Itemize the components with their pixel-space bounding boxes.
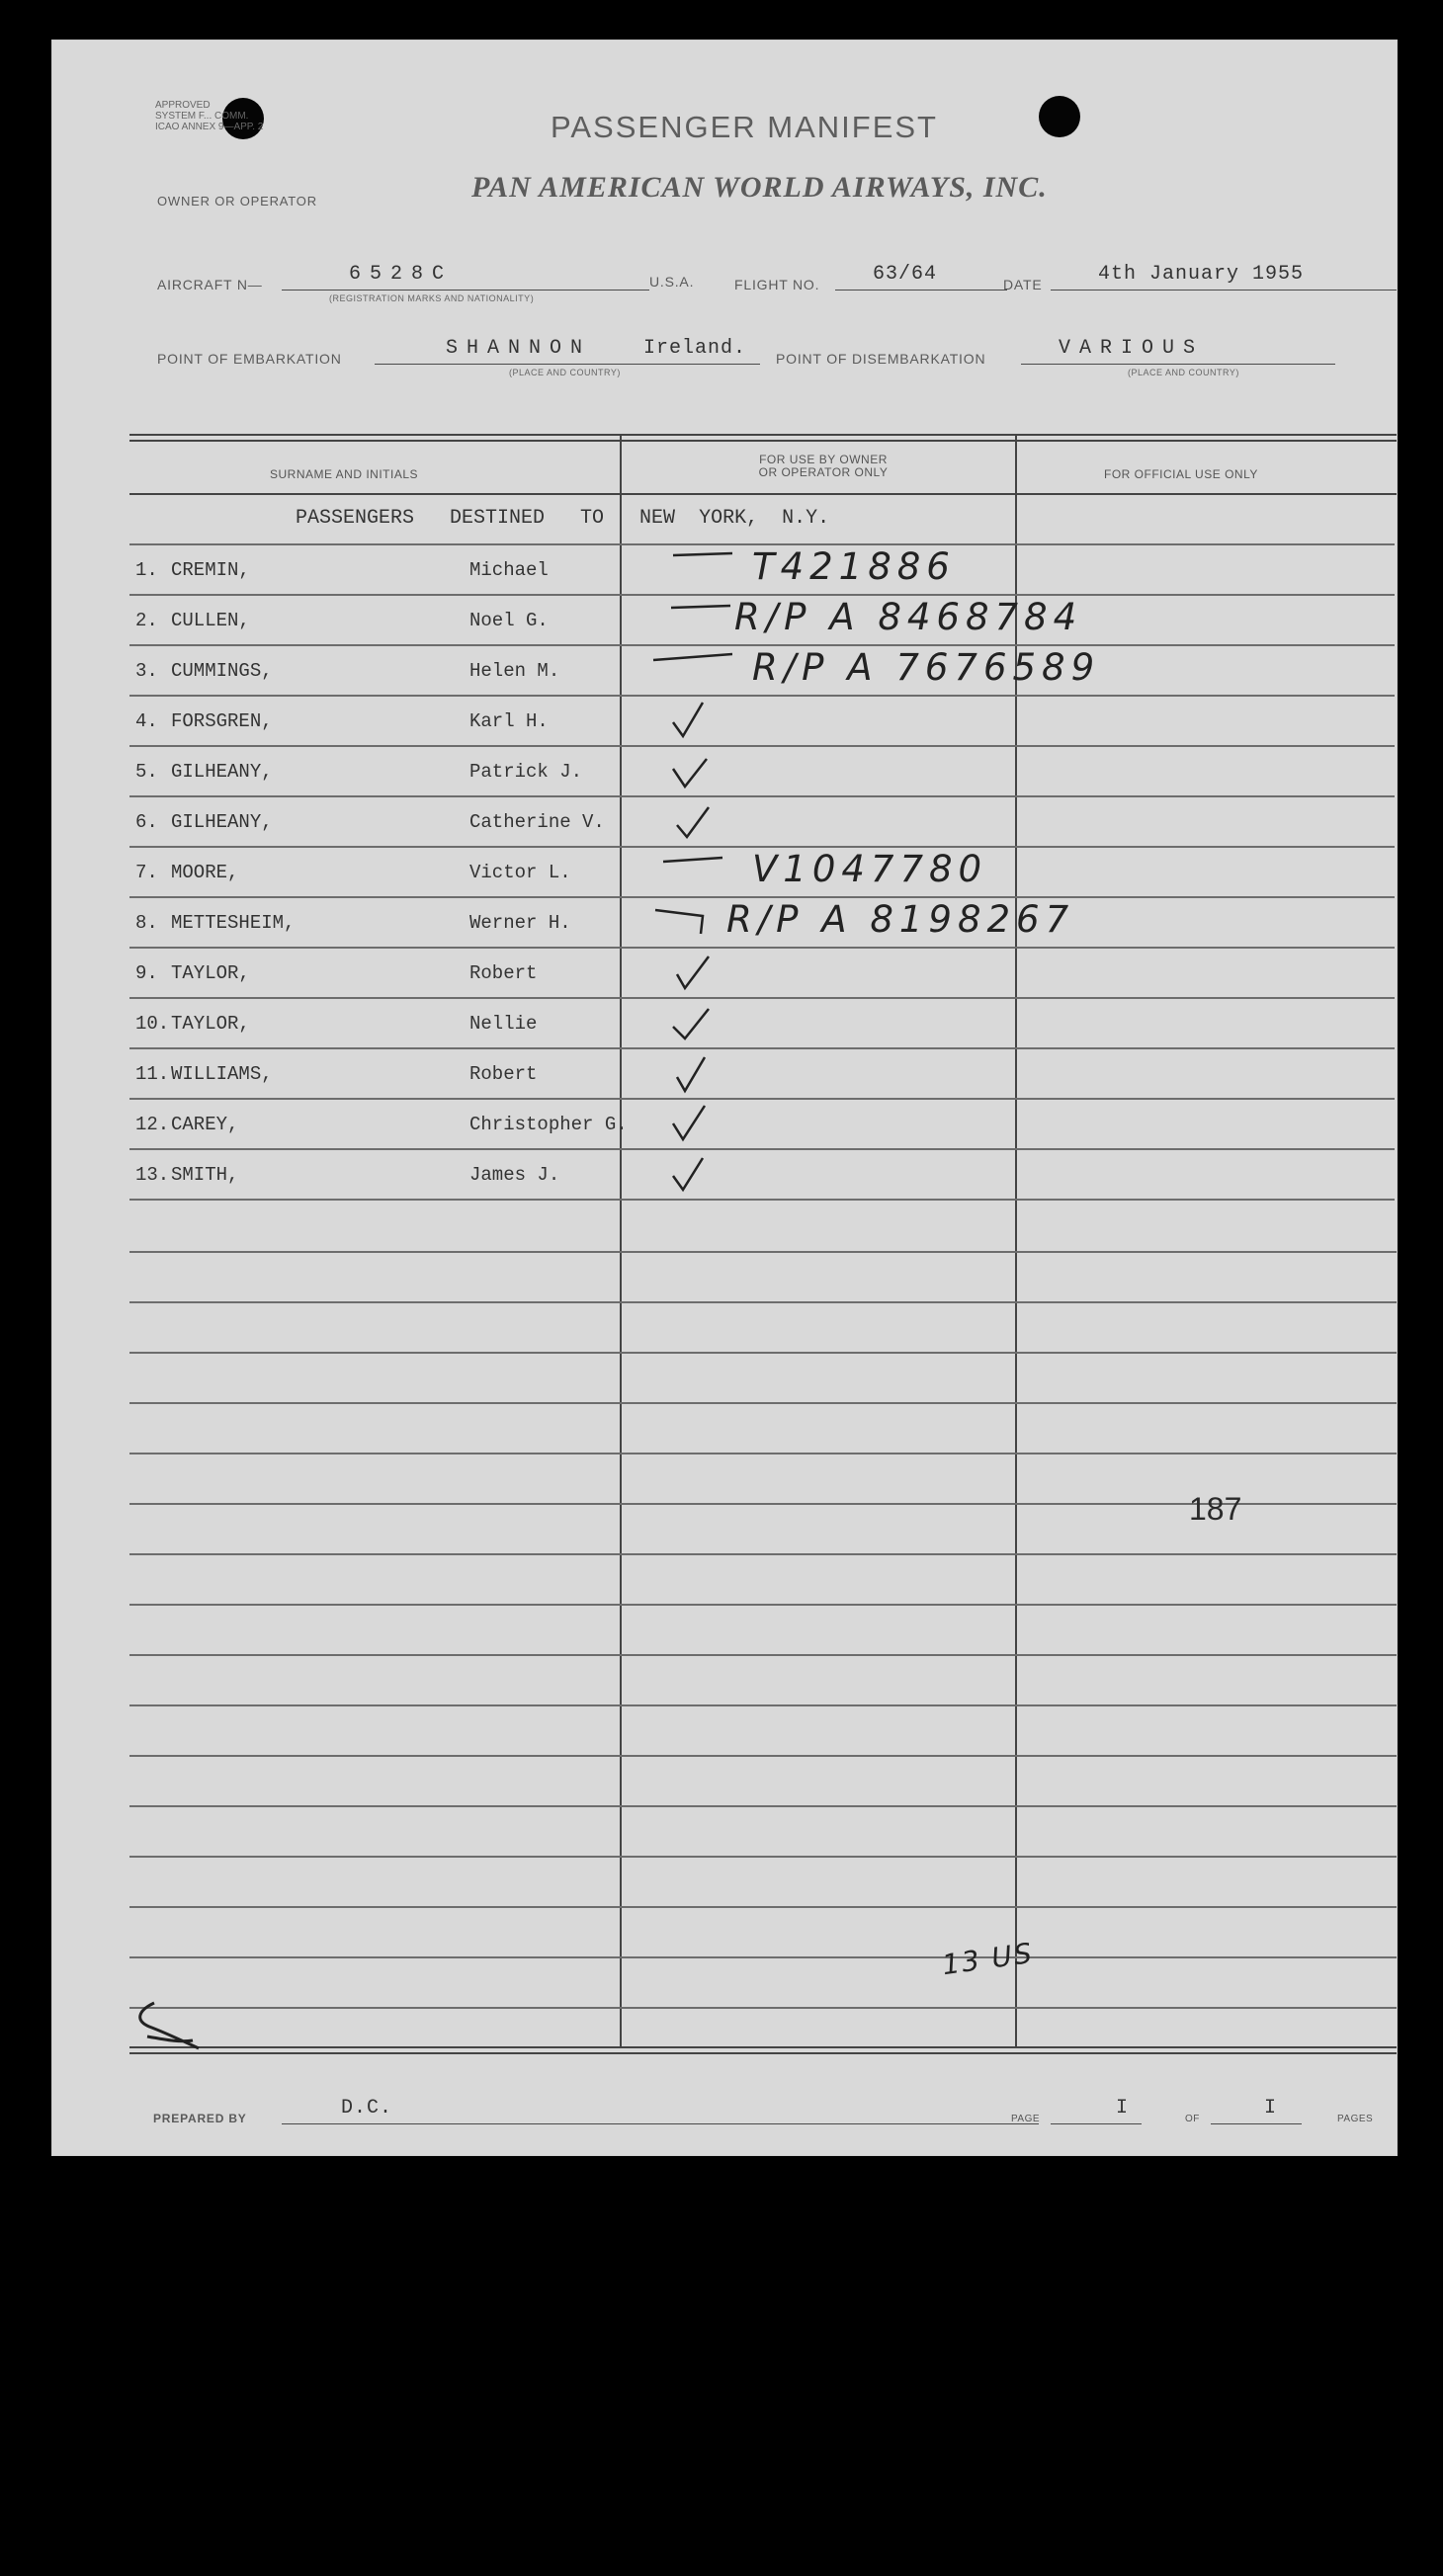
table-row <box>129 848 1395 898</box>
passenger-surname: GILHEANY, <box>171 811 273 833</box>
row-number: 5. <box>135 761 158 783</box>
row-number: 8. <box>135 912 158 934</box>
row-number: 7. <box>135 862 158 883</box>
operator-name: PAN AMERICAN WORLD AIRWAYS, INC. <box>471 171 1048 204</box>
row-number: 13. <box>135 1164 170 1186</box>
table-row <box>129 898 1395 949</box>
column-header-names: SURNAME AND INITIALS <box>270 467 419 481</box>
table-row <box>129 545 1395 596</box>
blank-row-rule <box>129 1352 1397 1354</box>
passenger-surname: CREMIN, <box>171 559 250 581</box>
passenger-given-name: Christopher G. <box>469 1114 628 1135</box>
passenger-surname: WILLIAMS, <box>171 1063 273 1085</box>
passenger-surname: MOORE, <box>171 862 239 883</box>
passenger-given-name: Victor L. <box>469 862 571 883</box>
disembarkation-label: POINT OF DISEMBARKATION <box>776 351 986 367</box>
embarkation-place: SHANNON <box>446 337 592 360</box>
page-title: PASSENGER MANIFEST <box>551 110 938 144</box>
embarkation-rule <box>375 364 760 365</box>
table-row <box>129 999 1395 1049</box>
table-row <box>129 747 1395 797</box>
table-bottom-rule <box>129 2046 1397 2048</box>
registration-caption: (REGISTRATION MARKS AND NATIONALITY) <box>329 293 535 303</box>
date-label: DATE <box>1003 277 1043 292</box>
table-row <box>129 697 1395 747</box>
total-pages: I <box>1264 2097 1278 2119</box>
passenger-surname: GILHEANY, <box>171 761 273 783</box>
approval-line-1: APPROVED <box>155 100 211 111</box>
approval-stamp <box>155 100 263 132</box>
table-top-rule <box>129 434 1397 436</box>
row-number: 4. <box>135 710 158 732</box>
table-row <box>129 949 1395 999</box>
disembarkation-caption: (PLACE AND COUNTRY) <box>1128 368 1239 377</box>
passenger-surname: CULLEN, <box>171 610 250 631</box>
row-number: 1. <box>135 559 158 581</box>
table-row <box>129 1150 1395 1201</box>
blank-row-rule <box>129 1553 1397 1555</box>
prepared-by-rule <box>282 2123 1039 2124</box>
blank-row-rule <box>129 2007 1397 2009</box>
table-row <box>129 1049 1395 1100</box>
aircraft-registration: 6528C <box>349 263 454 286</box>
passport-number: R/P A 7676589 <box>752 646 1101 689</box>
check-mark <box>643 797 732 848</box>
manifest-sheet <box>51 40 1398 2156</box>
destination-row <box>129 495 1395 545</box>
table-row <box>129 596 1395 646</box>
table-row <box>129 797 1395 848</box>
row-number: 10. <box>135 1013 170 1035</box>
approval-line-2: SYSTEM F... COMM. <box>155 111 249 122</box>
passenger-given-name: Werner H. <box>469 912 571 934</box>
row-number: 11. <box>135 1063 170 1085</box>
blank-row-rule <box>129 1604 1397 1606</box>
pages-rule <box>1211 2123 1302 2124</box>
check-mark <box>643 1049 732 1100</box>
embarkation-caption: (PLACE AND COUNTRY) <box>509 368 621 377</box>
passenger-surname: FORSGREN, <box>171 710 273 732</box>
passenger-given-name: Noel G. <box>469 610 549 631</box>
official-number: 187 <box>1189 1491 1242 1527</box>
passenger-surname: TAYLOR, <box>171 962 250 984</box>
passenger-given-name: Robert <box>469 962 538 984</box>
flight-label: FLIGHT NO. <box>734 277 820 292</box>
check-mark <box>643 1100 732 1150</box>
destination-note: PASSENGERS DESTINED TO NEW YORK, N.Y. <box>296 507 830 530</box>
blank-row-rule <box>129 1956 1397 1958</box>
flight-rule <box>835 290 1007 291</box>
check-mark <box>643 697 732 747</box>
table-top-rule-2 <box>129 440 1397 442</box>
blank-row-rule <box>129 1755 1397 1757</box>
passport-number: V1047780 <box>752 848 988 890</box>
page-rule <box>1051 2123 1142 2124</box>
passenger-surname: CUMMINGS, <box>171 660 273 682</box>
page-label: PAGE <box>1011 2114 1041 2124</box>
row-number: 6. <box>135 811 158 833</box>
passenger-given-name: Patrick J. <box>469 761 583 783</box>
blank-row-rule <box>129 1453 1397 1454</box>
passenger-given-name: Karl H. <box>469 710 549 732</box>
pages-label: PAGES <box>1337 2114 1374 2124</box>
table-bottom-rule-2 <box>129 2052 1397 2054</box>
check-mark <box>643 898 732 949</box>
blank-row-rule <box>129 1654 1397 1656</box>
of-label: OF <box>1185 2114 1200 2124</box>
check-mark <box>643 1150 732 1201</box>
bottom-note: 13 US <box>940 1936 1036 1982</box>
row-number: 2. <box>135 610 158 631</box>
passenger-surname: METTESHEIM, <box>171 912 296 934</box>
passenger-surname: SMITH, <box>171 1164 239 1186</box>
row-number: 3. <box>135 660 158 682</box>
passenger-given-name: Robert <box>469 1063 538 1085</box>
passenger-surname: CAREY, <box>171 1114 239 1135</box>
punch-hole-right <box>1039 96 1080 137</box>
check-mark <box>643 596 732 646</box>
check-mark <box>643 949 732 999</box>
passport-number: R/P A 8468784 <box>734 596 1083 638</box>
check-mark <box>643 999 732 1049</box>
disembarkation-place: VARIOUS <box>1059 337 1205 360</box>
aircraft-label: AIRCRAFT N— <box>157 277 263 292</box>
handwritten-initials-mark <box>129 1997 209 2056</box>
table-row <box>129 1100 1395 1150</box>
flight-number: 63/64 <box>873 263 938 286</box>
blank-row-rule <box>129 1856 1397 1858</box>
passport-number: R/P A 8198267 <box>726 898 1075 941</box>
blank-row-rule <box>129 1805 1397 1807</box>
blank-row-rule <box>129 1906 1397 1908</box>
owner-label: OWNER OR OPERATOR <box>157 194 317 208</box>
aircraft-rule <box>282 290 649 291</box>
passenger-given-name: James J. <box>469 1164 560 1186</box>
flight-date: 4th January 1955 <box>1098 263 1305 286</box>
column-header-operator: FOR USE BY OWNER OR OPERATOR ONLY <box>758 453 889 479</box>
approval-line-3: ICAO ANNEX 9—APP. 2 <box>155 122 264 132</box>
blank-row-rule <box>129 1251 1397 1253</box>
check-mark <box>643 747 732 797</box>
row-number: 9. <box>135 962 158 984</box>
embarkation-label: POINT OF EMBARKATION <box>157 351 342 367</box>
check-mark <box>643 646 732 697</box>
row-number: 12. <box>135 1114 170 1135</box>
passenger-given-name: Nellie <box>469 1013 538 1035</box>
table-row <box>129 646 1395 697</box>
page-number: I <box>1116 2097 1130 2119</box>
passenger-given-name: Helen M. <box>469 660 560 682</box>
blank-row-rule <box>129 1704 1397 1706</box>
date-rule <box>1051 290 1397 291</box>
column-header-official: FOR OFFICIAL USE ONLY <box>1104 467 1258 481</box>
check-mark <box>643 848 732 898</box>
blank-row-rule <box>129 1402 1397 1404</box>
nationality: U.S.A. <box>649 274 695 290</box>
passenger-given-name: Michael <box>469 559 549 581</box>
passenger-surname: TAYLOR, <box>171 1013 250 1035</box>
embarkation-country: Ireland. <box>643 337 747 360</box>
prepared-by: D.C. <box>341 2097 393 2119</box>
check-mark <box>643 545 732 596</box>
prepared-by-label: PREPARED BY <box>153 2112 247 2125</box>
disembarkation-rule <box>1021 364 1335 365</box>
blank-row-rule <box>129 1301 1397 1303</box>
passport-number: T421886 <box>752 545 956 588</box>
passenger-given-name: Catherine V. <box>469 811 605 833</box>
